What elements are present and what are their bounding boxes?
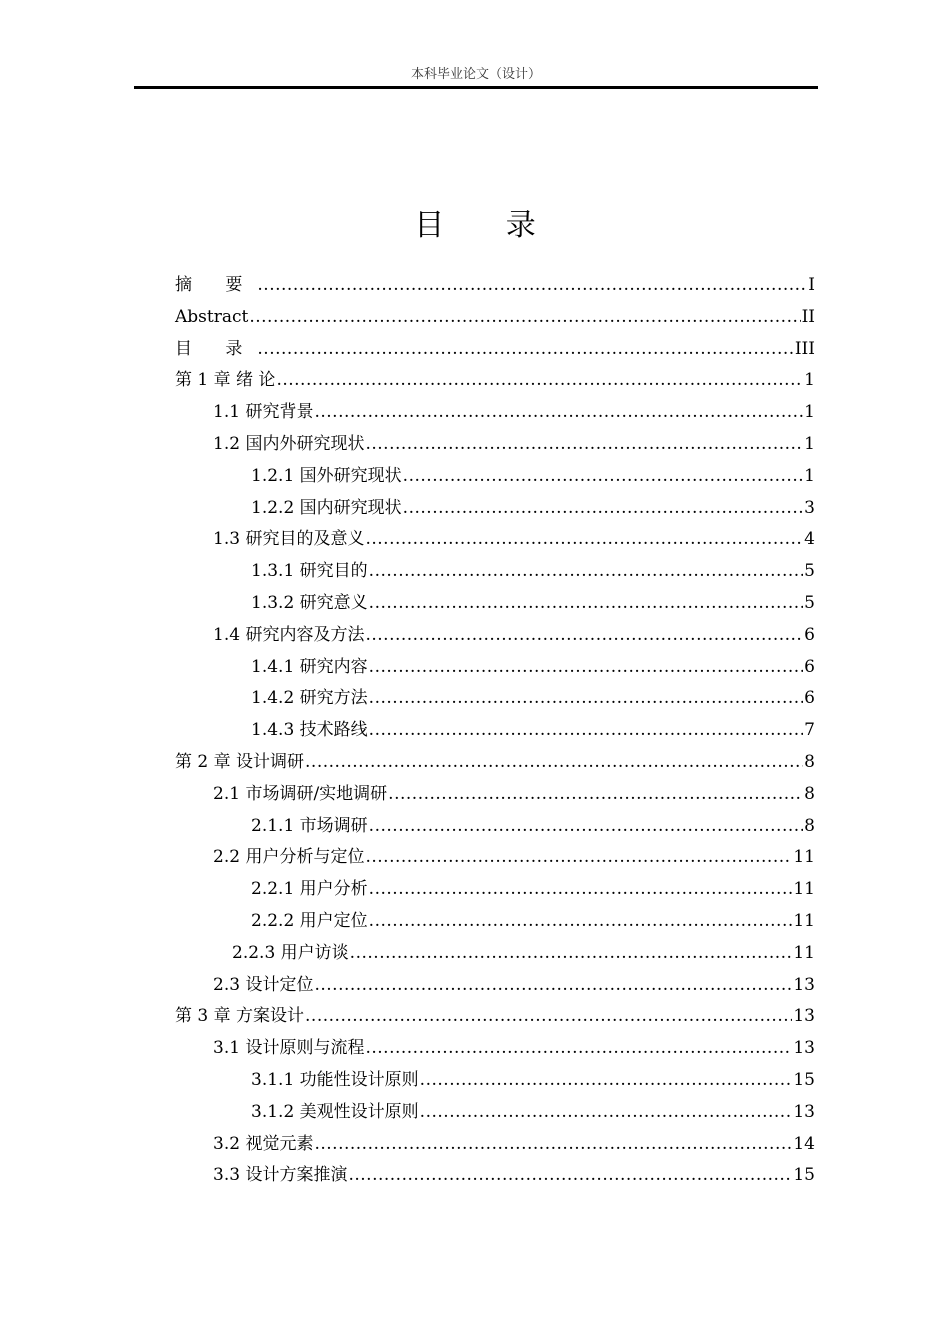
toc-entry-text: 3.1.2 美观性设计原则 [251,1101,419,1122]
toc-entry-page: 11 [793,879,815,900]
toc-entry-2-2-3[interactable] [175,938,815,970]
toc-entry-1-2[interactable] [175,429,815,461]
toc-leader [365,842,792,874]
toc-leader [403,461,804,493]
toc-leader [369,811,804,843]
toc-entry-1-4-1[interactable] [175,652,815,684]
toc-entry-text: 1.3.1 研究目的 [251,561,368,582]
toc-entry-text: 1.1 研究背景 [213,402,314,423]
toc-leader [365,524,803,556]
toc-entry-chapter-2[interactable] [175,747,815,779]
toc-entry-text: 1.2 国内外研究现状 [213,433,365,454]
toc-entry-text: 2.1 市场调研/实地调研 [213,783,388,804]
toc-entry-chapter-3[interactable] [175,1001,815,1033]
toc-entry-2-2-2[interactable] [175,906,815,938]
toc-entry-page: 1 [804,370,815,391]
toc-entry-page: 6 [804,624,815,645]
toc-entry-page: 6 [804,688,815,709]
toc-entry-2-2[interactable] [175,842,815,874]
toc-entry-text: 1.4.2 研究方法 [251,688,368,709]
toc-entry-text: 1.2.1 国外研究现状 [251,465,402,486]
toc-entry-text: 2.2 用户分析与定位 [213,847,365,868]
toc-entry-page: 11 [793,847,815,868]
toc-entry-text: 1.4.3 技术路线 [251,720,368,741]
header-rule [134,86,818,89]
toc-entry-text: 第 2 章 设计调研 [175,751,305,772]
toc-entry-page: II [801,306,815,327]
toc-leader [314,970,792,1002]
toc-leader [369,652,804,684]
table-of-contents [175,270,815,1192]
toc-entry-page: 13 [793,1038,815,1059]
toc-entry-chapter-1[interactable] [175,365,815,397]
toc-entry-page: 6 [804,656,815,677]
toc-leader [365,429,803,461]
toc-entry-3-3[interactable] [175,1160,815,1192]
page-header: 本科毕业论文（设计） [410,67,541,82]
toc-title: 目 录 [414,208,562,243]
toc-entry-page: 1 [804,465,815,486]
toc-entry-page: 8 [804,783,815,804]
toc-leader [350,938,793,970]
toc-entry-1-1[interactable] [175,397,815,429]
toc-entry-page: 11 [793,910,815,931]
toc-entry-page: 14 [793,1133,815,1154]
toc-entry-text: 第 1 章 绪 论 [175,370,276,391]
toc-entry-text: 摘 要 [175,275,257,295]
toc-entry-text: Abstract [175,306,249,327]
toc-entry-text: 1.2.2 国内研究现状 [251,497,402,518]
toc-leader [388,779,803,811]
toc-entry-page: 13 [793,1101,815,1122]
toc-entry-text: 2.2.1 用户分析 [251,879,368,900]
toc-entry-text: 2.2.3 用户访谈 [232,942,349,963]
toc-entry-page: 11 [793,942,815,963]
toc-entry-text: 2.2.2 用户定位 [251,910,368,931]
toc-entry-text: 1.3 研究目的及意义 [213,529,365,550]
toc-leader [365,620,803,652]
toc-entry-text: 3.1.1 功能性设计原则 [251,1069,419,1090]
toc-entry-text: 3.1 设计原则与流程 [213,1038,365,1059]
toc-leader [369,874,793,906]
toc-entry-page: I [808,275,815,295]
toc-entry-1-4-2[interactable] [175,683,815,715]
toc-entry-3-1[interactable] [175,1033,815,1065]
toc-entry-page: 5 [804,592,815,613]
toc-leader [369,683,804,715]
toc-entry-1-4-3[interactable] [175,715,815,747]
toc-entry-page: 8 [804,815,815,836]
toc-entry-page: 8 [804,751,815,772]
toc-entry-page: 15 [793,1069,815,1090]
toc-leader [257,334,793,366]
toc-leader [348,1160,792,1192]
toc-leader [420,1065,793,1097]
toc-entry-page: 4 [804,529,815,550]
toc-leader [305,747,803,779]
toc-leader [305,1001,792,1033]
toc-entry-1-2-2[interactable] [175,493,815,525]
toc-entry-3-1-1[interactable] [175,1065,815,1097]
toc-entry-2-1[interactable] [175,779,815,811]
toc-entry-1-4[interactable] [175,620,815,652]
toc-entry-1-3-2[interactable] [175,588,815,620]
toc-leader [369,715,804,747]
toc-entry-page: 7 [804,720,815,741]
toc-leader [403,493,804,525]
toc-entry-page: 3 [804,497,815,518]
toc-entry-text: 目 录 [175,338,257,359]
toc-entry-3-2[interactable] [175,1129,815,1161]
toc-leader [249,302,800,334]
toc-entry-2-1-1[interactable] [175,811,815,843]
toc-entry-text: 1.3.2 研究意义 [251,592,368,613]
toc-entry-contents[interactable] [175,334,815,366]
toc-entry-page: III [794,338,815,359]
toc-leader [314,397,803,429]
toc-entry-3-1-2[interactable] [175,1097,815,1129]
toc-entry-page: 5 [804,561,815,582]
toc-leader [365,1033,792,1065]
toc-leader [276,365,803,397]
toc-entry-1-3[interactable] [175,524,815,556]
toc-entry-abstract-cn[interactable] [175,270,815,302]
toc-entry-2-2-1[interactable] [175,874,815,906]
toc-entry-2-3[interactable] [175,970,815,1002]
toc-leader [369,556,804,588]
toc-entry-1-2-1[interactable] [175,461,815,493]
toc-entry-text: 1.4.1 研究内容 [251,656,368,677]
toc-entry-page: 13 [793,974,815,995]
toc-entry-text: 2.3 设计定位 [213,974,314,995]
toc-entry-page: 15 [793,1165,815,1186]
toc-leader [369,906,793,938]
toc-leader [420,1097,793,1129]
toc-entry-text: 2.1.1 市场调研 [251,815,368,836]
toc-entry-page: 1 [804,402,815,423]
toc-entry-text: 3.3 设计方案推演 [213,1165,348,1186]
toc-entry-text: 第 3 章 方案设计 [175,1006,305,1027]
toc-leader [314,1129,792,1161]
toc-entry-page: 1 [804,433,815,454]
toc-entry-text: 1.4 研究内容及方法 [213,624,365,645]
toc-entry-abstract-en[interactable] [175,302,815,334]
toc-entry-1-3-1[interactable] [175,556,815,588]
toc-leader [369,588,804,620]
toc-entry-page: 13 [793,1006,815,1027]
toc-leader [257,270,807,302]
toc-entry-text: 3.2 视觉元素 [213,1133,314,1154]
